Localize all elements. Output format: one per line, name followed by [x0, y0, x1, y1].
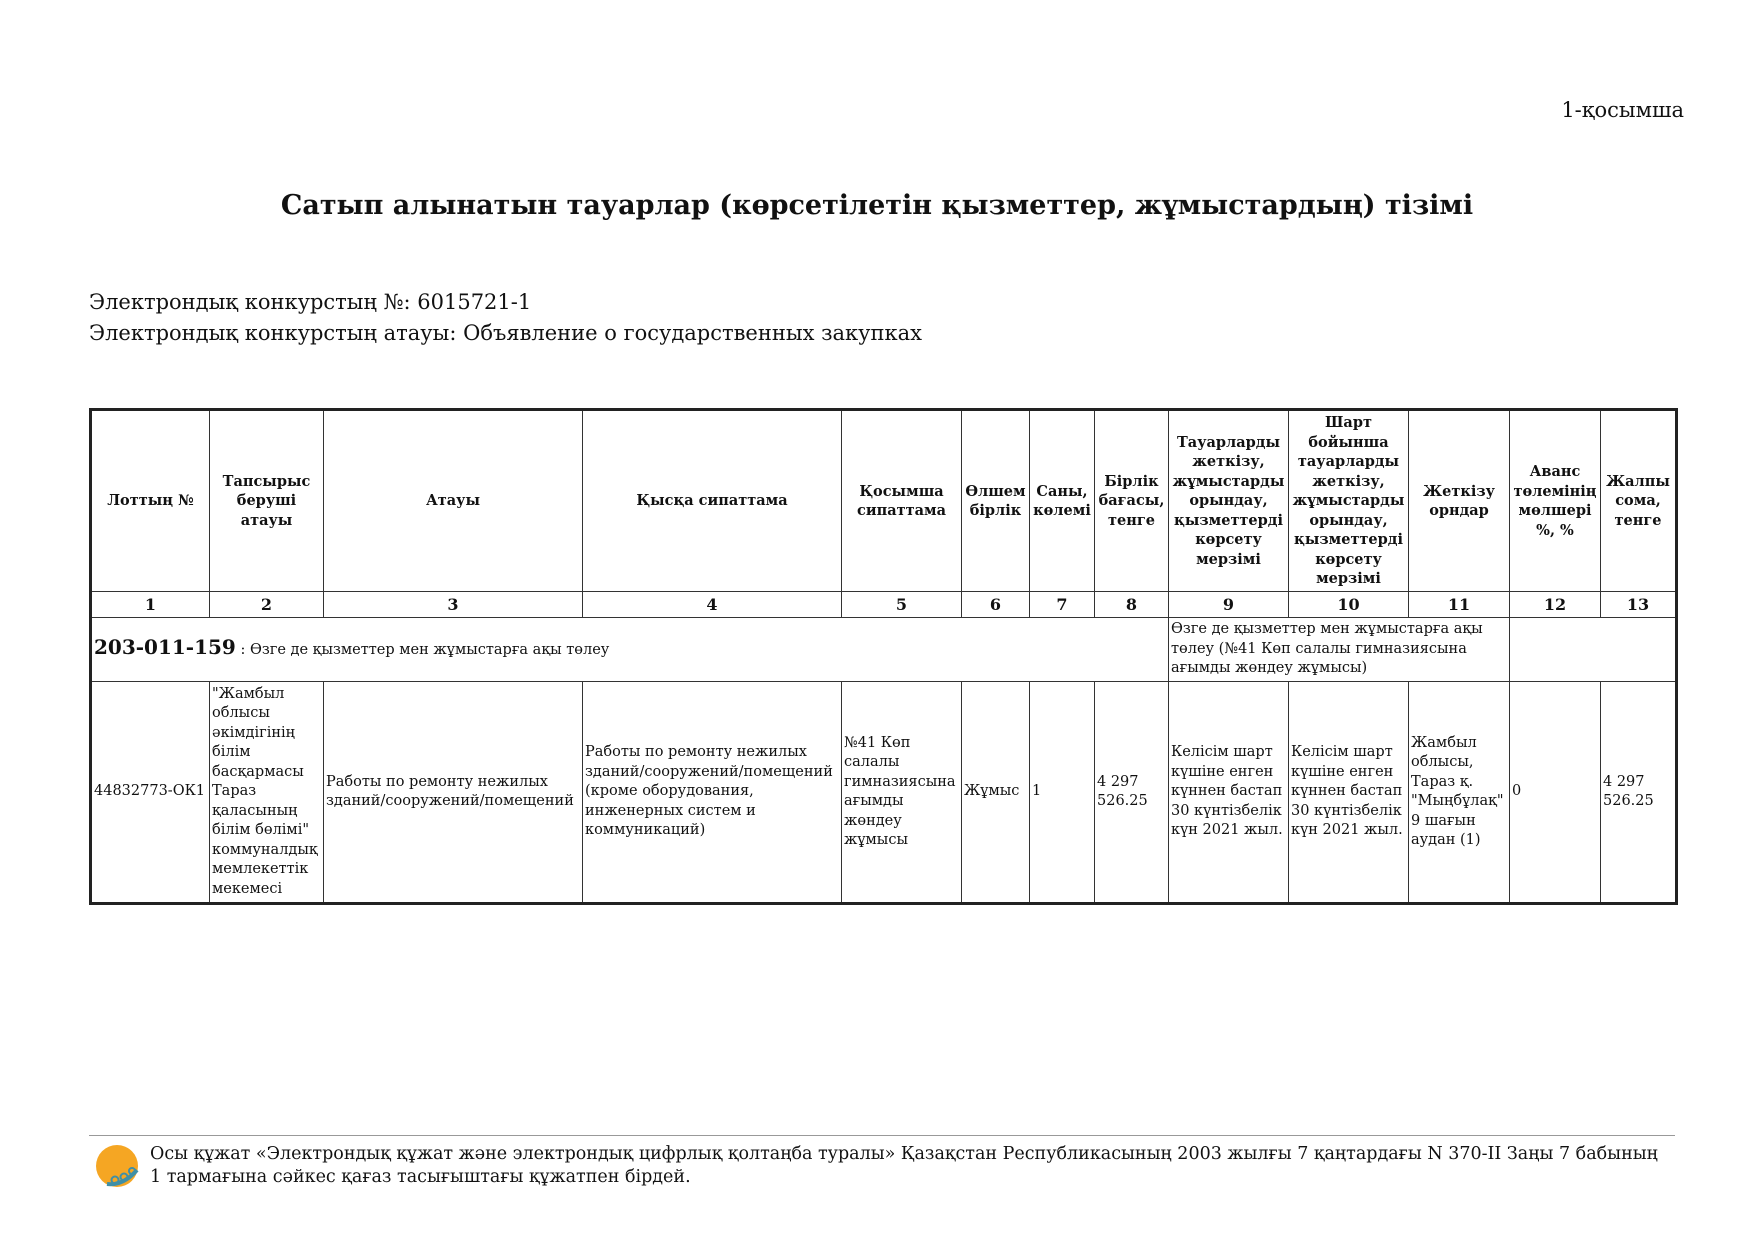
- table-header-row: [91, 410, 1677, 592]
- column-number: 4: [583, 592, 842, 618]
- budget-group-row: [91, 618, 1677, 682]
- budget-group-name: : Өзге де қызметтер мен жұмыстарға ақы төлеу: [235, 642, 610, 659]
- column-number: 13: [1601, 592, 1677, 618]
- header-cell: Шарт бойынша тауарларды жеткізу, жұмыстарды орындау, қызметтерді көрсету мерзімі: [1289, 410, 1409, 592]
- header-cell: Жеткізу орндар: [1409, 410, 1510, 592]
- advance-payment: 0: [1510, 682, 1601, 904]
- total-amount: 4 297 526.25: [1601, 682, 1677, 904]
- empty-cell: [1510, 618, 1677, 682]
- column-number: 2: [210, 592, 324, 618]
- column-number: 10: [1289, 592, 1409, 618]
- header-cell: Тауарларды жеткізу, жұмыстарды орындау, қызметтерді көрсету мерзімі: [1169, 410, 1289, 592]
- lot-number: 44832773-ОК1: [91, 682, 210, 904]
- delivery-place: Жамбыл облысы, Тараз қ. "Мыңбұлақ" 9 шағын аудан (1): [1409, 682, 1510, 904]
- header-cell: Қысқа сипаттама: [583, 410, 842, 592]
- contract-delivery-term: Келісім шарт күшіне енген күннен бастап 30 күнтізбелік күн 2021 жыл.: [1289, 682, 1409, 904]
- short-description: Работы по ремонту нежилых зданий/сооружений/помещений (кроме оборудования, инженерных систем и коммуникаций): [583, 682, 842, 904]
- item-name: Работы по ремонту нежилых зданий/сооружений/помещений: [324, 682, 583, 904]
- column-number: 5: [842, 592, 962, 618]
- unit-of-measure: Жұмыс: [962, 682, 1030, 904]
- unit-price: 4 297 526.25: [1095, 682, 1169, 904]
- column-number: 3: [324, 592, 583, 618]
- customer-name: "Жамбыл облысы әкімдігінің білім басқармасы Тараз қаласының білім бөлімі" коммуналдық мемлекеттік мекемесі: [210, 682, 324, 904]
- appendix-label: 1-қосымша: [1561, 98, 1684, 122]
- column-number: 7: [1030, 592, 1095, 618]
- header-cell: Саны, көлемі: [1030, 410, 1095, 592]
- header-cell: Атауы: [324, 410, 583, 592]
- tender-name: Электрондық конкурстың атауы: Объявление о государственных закупках: [89, 321, 923, 345]
- footer-divider: [89, 1135, 1675, 1136]
- egov-logo-icon: [93, 1140, 143, 1192]
- logo-sun-shape: [96, 1145, 138, 1187]
- footer-legal-text: Осы құжат «Электрондық құжат және электрондық цифрлық қолтаңба туралы» Қазақстан Республикасының 2003 жылғы 7 қаңтардағы N 370-II Заңы 7 бабының 1 тармағына сәйкес қағаз тасығыштағы құжатпен бірдей.: [150, 1144, 1658, 1187]
- lots-table: [89, 408, 1678, 905]
- column-number-row: [91, 592, 1677, 618]
- header-cell: Өлшем бірлік: [962, 410, 1030, 592]
- tender-number: Электрондық конкурстың №: 6015721-1: [89, 290, 532, 314]
- quantity: 1: [1030, 682, 1095, 904]
- header-cell: Тапсырыс беруші атауы: [210, 410, 324, 592]
- delivery-term: Келісім шарт күшіне енген күннен бастап 30 күнтізбелік күн 2021 жыл.: [1169, 682, 1289, 904]
- column-number: 12: [1510, 592, 1601, 618]
- header-cell: Аванс төлемінің мөлшері %, %: [1510, 410, 1601, 592]
- table-row: [91, 682, 1677, 904]
- header-cell: Жалпы сома, тенге: [1601, 410, 1677, 592]
- budget-group-cell: [91, 618, 1169, 682]
- additional-description: №41 Көп салалы гимназиясына ағымды жөндеу жұмысы: [842, 682, 962, 904]
- budget-code: 203-011-159: [94, 635, 236, 660]
- header-cell: Қосымша сипаттама: [842, 410, 962, 592]
- column-number: 6: [962, 592, 1030, 618]
- tender-meta: [89, 287, 922, 349]
- header-cell: Бірлік бағасы, тенге: [1095, 410, 1169, 592]
- column-number: 1: [91, 592, 210, 618]
- header-cell: Лоттың №: [91, 410, 210, 592]
- column-number: 8: [1095, 592, 1169, 618]
- column-number: 9: [1169, 592, 1289, 618]
- document-title: Сатып алынатын тауарлар (көрсетілетін қызметтер, жұмыстардың) тізімі: [280, 190, 1474, 221]
- budget-group-description: Өзге де қызметтер мен жұмыстарға ақы төлеу (№41 Көп салалы гимназиясына ағымды жөндеу жұмысы): [1169, 618, 1510, 682]
- column-number: 11: [1409, 592, 1510, 618]
